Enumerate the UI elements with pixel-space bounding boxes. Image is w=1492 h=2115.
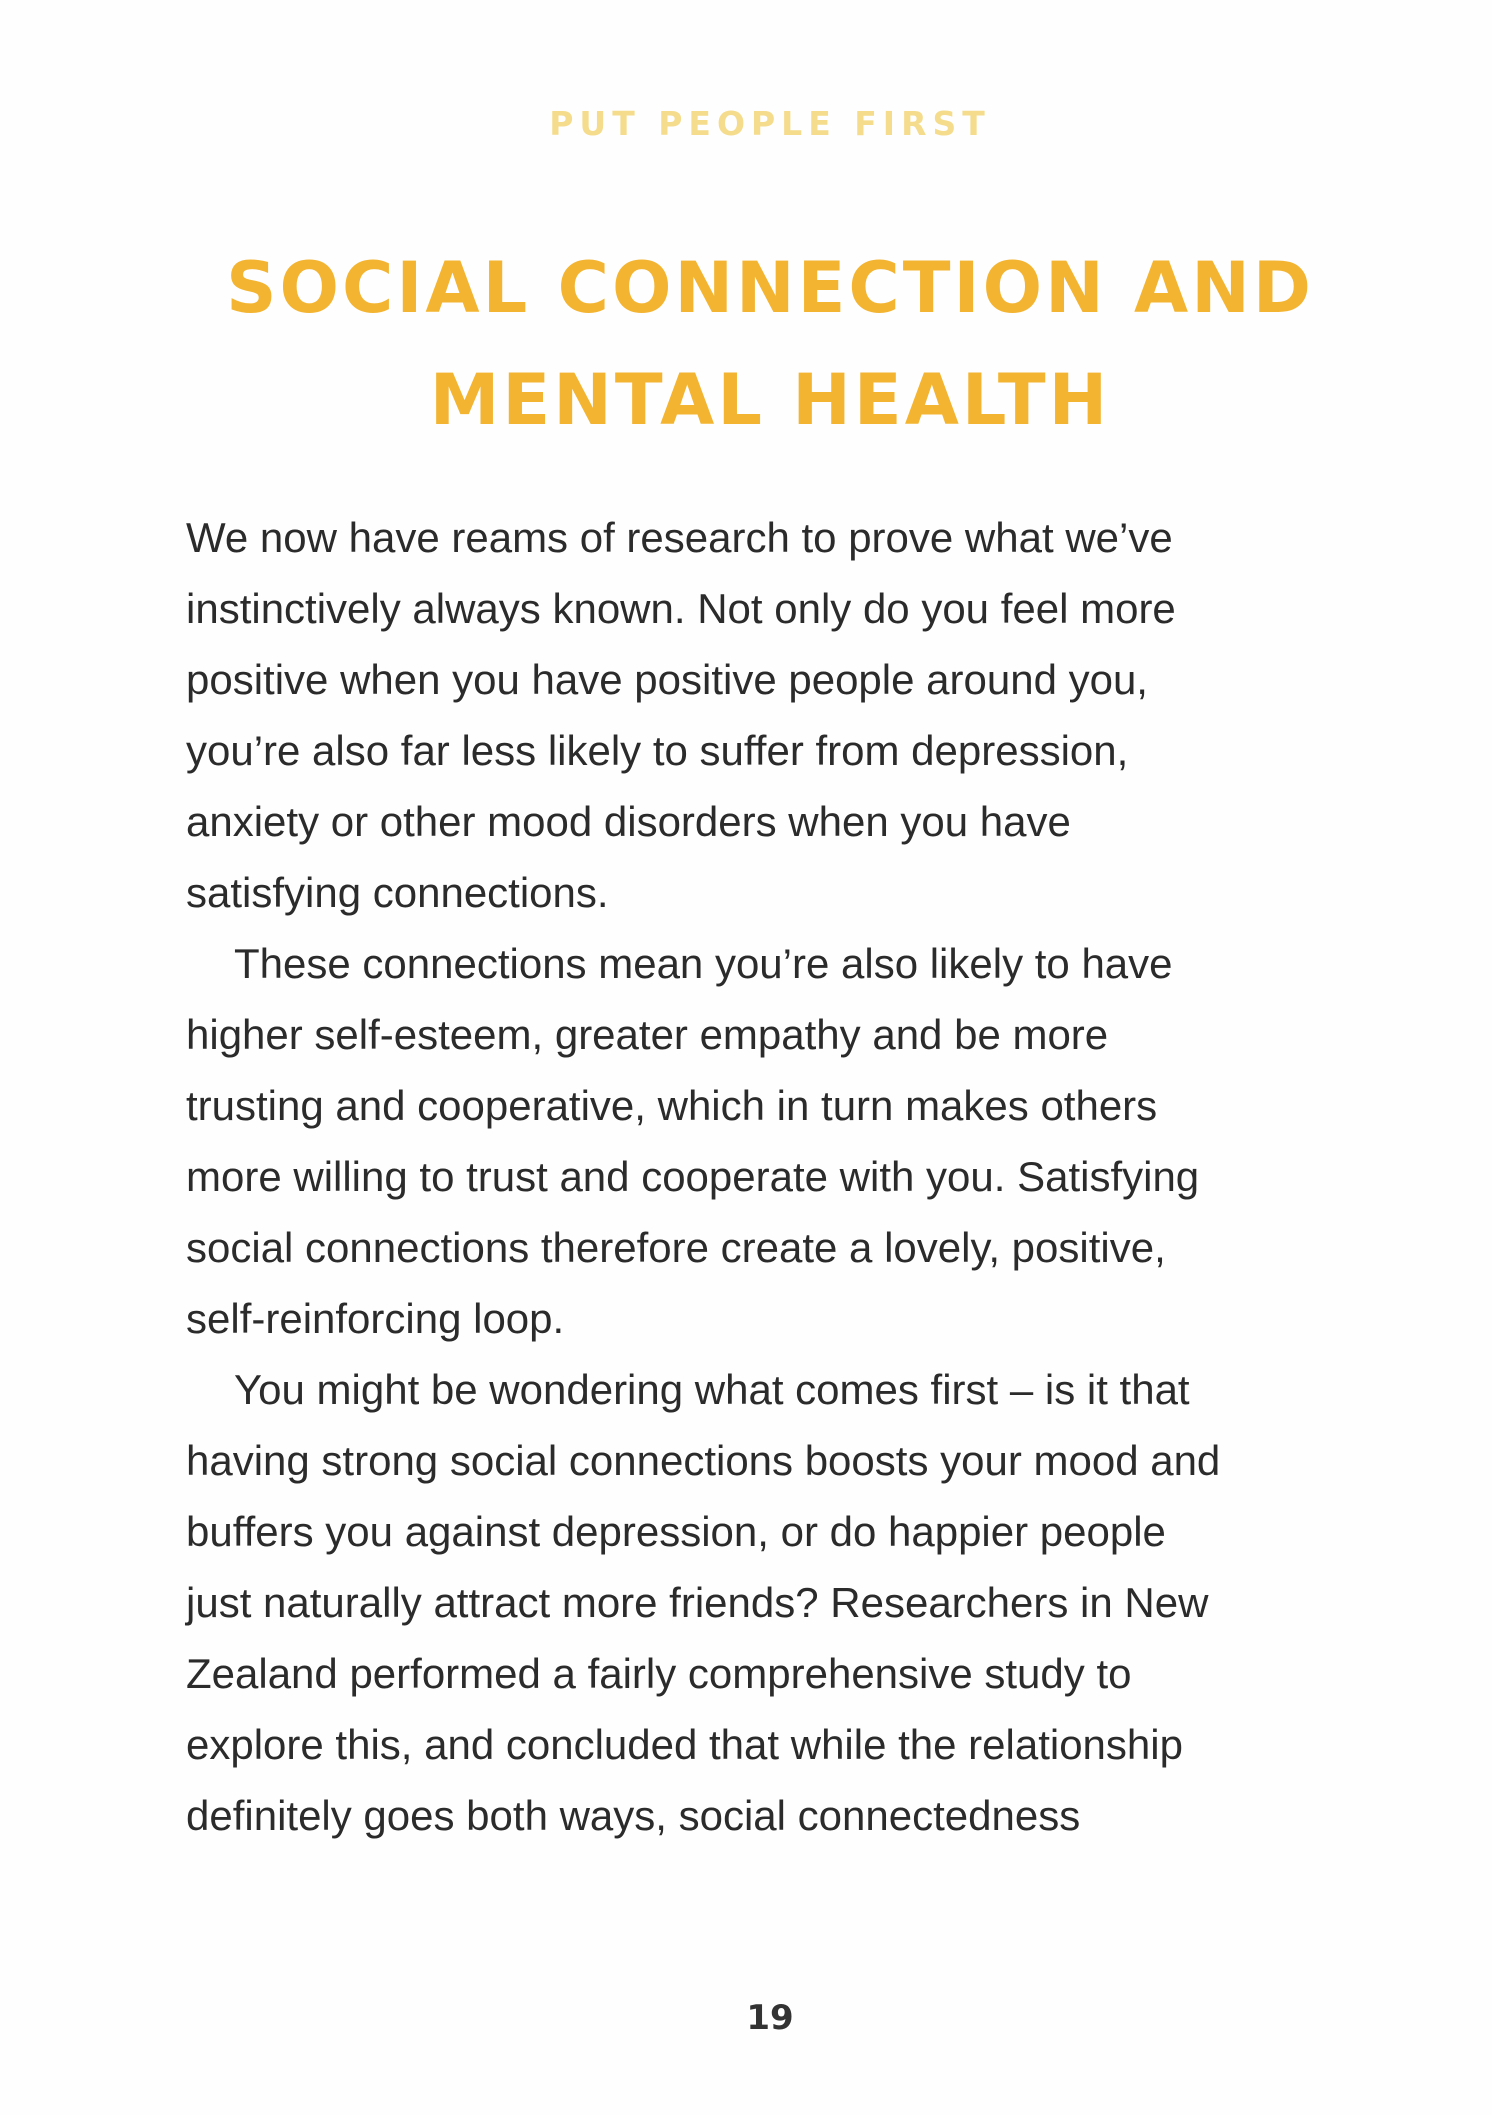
running-head: PUT PEOPLE FIRST (549, 104, 991, 143)
page-number: 19 (746, 1998, 794, 2038)
body-line: definitely goes both ways, social connectedness (186, 1792, 1081, 1839)
body-line: more willing to trust and cooperate with you. Satisfying (186, 1153, 1200, 1200)
body-line: social connections therefore create a lovely, positive, (186, 1224, 1166, 1271)
body-line: We now have reams of research to prove what we’ve (186, 514, 1173, 561)
body-line: explore this, and concluded that while the relationship (186, 1721, 1183, 1768)
body-line: You might be wondering what comes first – is it that (234, 1366, 1190, 1413)
chapter-title (0, 232, 1492, 456)
chapter-title-line-1: SOCIAL CONNECTION AND (226, 247, 1314, 329)
body-line: anxiety or other mood disorders when you have (186, 798, 1071, 845)
body-text (186, 502, 1386, 1851)
body-line: positive when you have positive people around you, (186, 656, 1148, 703)
body-line: just naturally attract more friends? Researchers in New (186, 1579, 1209, 1626)
body-line: instinctively always known. Not only do you feel more (186, 585, 1176, 632)
body-line: These connections mean you’re also likely to have (234, 940, 1173, 987)
body-line: self-reinforcing loop. (186, 1295, 565, 1342)
body-line: having strong social connections boosts your mood and (186, 1437, 1221, 1484)
chapter-title-line-2: MENTAL HEALTH (429, 359, 1111, 441)
body-line: trusting and cooperative, which in turn makes others (186, 1082, 1158, 1129)
body-line: buffers you against depression, or do happier people (186, 1508, 1166, 1555)
body-line: higher self-esteem, greater empathy and be more (186, 1011, 1109, 1058)
body-line: you’re also far less likely to suffer from depression, (186, 727, 1129, 774)
body-line: satisfying connections. (186, 869, 609, 916)
body-line: Zealand performed a fairly comprehensive study to (186, 1650, 1132, 1697)
